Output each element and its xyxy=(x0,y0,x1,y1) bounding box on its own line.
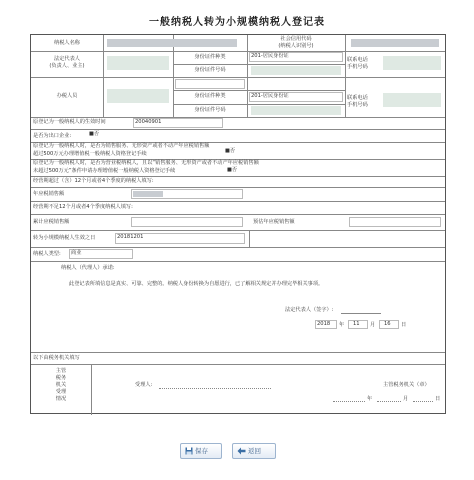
taxpayer-name-label: 纳税人名称 xyxy=(54,40,80,46)
save-button-label: 保存 xyxy=(195,447,208,455)
annual-sales-label: 年应税销售额 xyxy=(33,191,65,197)
effective-label: 转为小规模纳税人生效之日 xyxy=(33,235,96,241)
legal-rep-label: 法定代表人 (负责人、业主) xyxy=(49,56,85,69)
office-day-char: 日 xyxy=(435,396,441,402)
type-label: 纳税人类型: xyxy=(33,251,61,257)
office-side-label: 主管 税务 机关 受理 情况 xyxy=(55,368,67,402)
export-no-option[interactable]: ■否 xyxy=(89,131,100,137)
tax-officer-id-type-label: 身份证件种类 xyxy=(194,93,226,99)
tax-officer-label: 办税人员 xyxy=(56,93,78,99)
office-seal-label: 主管税务机关（章） xyxy=(383,382,430,388)
registration-form xyxy=(30,34,446,414)
back-button-label: 返回 xyxy=(248,447,261,455)
legal-rep-id-type-label: 身份证件种类 xyxy=(194,54,226,60)
sign-day-char: 日 xyxy=(401,322,407,328)
sign-month-value: 11 xyxy=(353,321,360,327)
legal-rep-id-type-value: 201-居民身份证 xyxy=(251,53,289,59)
receiver-line xyxy=(159,382,271,389)
office-month-line xyxy=(377,395,401,402)
effective-date-value: 20181201 xyxy=(117,234,144,240)
sign-month-char: 月 xyxy=(370,322,376,328)
sign-day-value: 16 xyxy=(384,321,391,327)
export-label: 是否为出口企业: xyxy=(33,133,72,139)
back-arrow-icon xyxy=(237,447,246,455)
taxpayer-type-value: 商业 xyxy=(71,250,82,256)
promise-label: 纳税人（代理人）承诺: xyxy=(61,265,115,271)
tax-officer-masked xyxy=(107,89,169,103)
cum-sales-label: 累计应税销售额 xyxy=(33,219,70,225)
receiver-label: 受理人: xyxy=(135,382,153,388)
legal-rep-id-no-masked xyxy=(251,66,341,75)
tax-officer-id-no-masked xyxy=(251,106,341,115)
office-year-line xyxy=(333,395,365,402)
save-button[interactable] xyxy=(180,443,222,459)
sign-line xyxy=(341,307,381,314)
sales-q1-line2: 超过500万元办理增值税一般纳税人资格登记手续 xyxy=(33,151,147,157)
under12-label: 经营期不足12个月或者4个季度纳税人填写: xyxy=(33,204,133,210)
legal-rep-phone-masked xyxy=(383,56,441,70)
tax-officer-contact-label: 联系电话 手机号码 xyxy=(347,95,368,108)
annual-sales-masked xyxy=(133,191,163,197)
over12-label: 经营期超过（含）12个月或者4个季度的纳税人填写: xyxy=(33,178,154,184)
office-fill-label: 以下由税务机关填写 xyxy=(33,355,80,361)
tax-officer-id-type-value: 201-居民身份证 xyxy=(251,93,289,99)
office-day-line xyxy=(413,395,433,402)
sales-q2-line1: 原登记为一般纳税人时，是否为营业税纳税人，且以“销售服务、无形资产或者不动产年应税销售额 xyxy=(33,160,259,166)
promise-text: 此登记表所填信息是真实、可靠、完整的。纳税人身份转换为自愿进行，已了解相关规定并办理完毕相关事项。 xyxy=(69,281,324,287)
sign-year-char: 年 xyxy=(339,322,345,328)
est-sales-label: 预估年应税销售额 xyxy=(253,219,295,225)
tax-officer-phone-masked xyxy=(383,93,441,107)
tax-officer-name-input[interactable] xyxy=(175,79,245,89)
office-year-char: 年 xyxy=(367,396,373,402)
back-button[interactable] xyxy=(232,443,276,459)
office-month-char: 月 xyxy=(403,396,409,402)
sales-q1-line1: 原登记为一般纳税人时，是否为销售服务、无形资产或者不动产年应税销售额 xyxy=(33,143,210,149)
sales-q2-no-option[interactable]: ■否 xyxy=(227,167,238,173)
sales-q1-no-option[interactable]: ■否 xyxy=(225,148,236,154)
save-icon xyxy=(185,447,193,455)
credit-code-label: 社会信用代码 (纳税人识别号) xyxy=(278,36,314,49)
est-sales-input[interactable] xyxy=(349,217,441,227)
legal-rep-contact-label: 联系电话 手机号码 xyxy=(347,57,368,70)
sales-q2-line2: 未超过500万元”条件申请办理增值税一般纳税人资格登记手续 xyxy=(33,168,176,174)
page-title: 一般纳税人转为小规模纳税人登记表 xyxy=(149,17,325,28)
legal-rep-masked xyxy=(107,56,169,70)
tax-officer-id-no-label: 身份证件号码 xyxy=(194,107,226,113)
credit-code-masked xyxy=(351,39,439,47)
reg-date-label: 原登记为一般纳税人的生效时间 xyxy=(33,119,106,125)
taxpayer-name-masked xyxy=(107,39,237,47)
cum-sales-input[interactable] xyxy=(131,217,243,227)
sign-year-value: 2018 xyxy=(317,321,331,327)
reg-date-value: 20040901 xyxy=(135,119,162,125)
legal-rep-id-no-label: 身份证件号码 xyxy=(194,67,226,73)
sign-label: 法定代表人（签字）: xyxy=(285,307,334,313)
